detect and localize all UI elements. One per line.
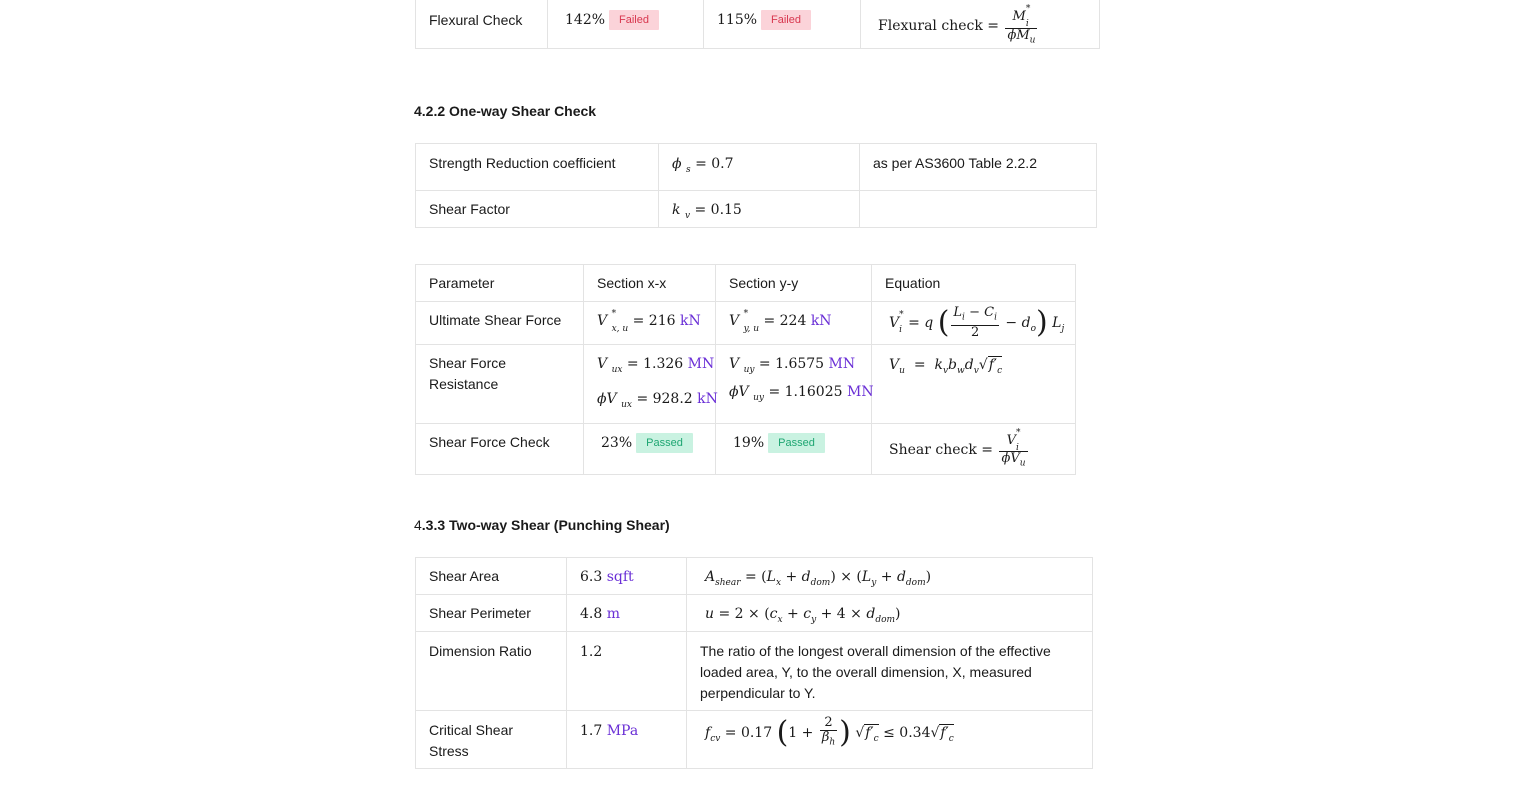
ultimate-equation: V* $_i$ = q ( $\frac{L_i - C_i}{2}$ − $d_o$) $L_j$ [872, 302, 1076, 345]
check-yy: 19% Passed [716, 423, 872, 474]
status-badge: Passed [768, 433, 825, 453]
column-header: Equation [872, 265, 1076, 302]
column-header: Section y-y [716, 265, 872, 302]
row-label: Critical Shear Stress [416, 711, 567, 769]
ultimate-yy: V * $_{y, u}$ = 224 kN [716, 302, 872, 345]
flexural-equation: Flexural check = M* $_i$ $\phi M_u$ [861, 0, 1100, 49]
flexural-check-label: Flexural Check [416, 0, 548, 49]
row-label: Shear Perimeter [416, 595, 567, 632]
resistance-yy: V $_{uy}$ = 1.6575 MN ϕV $_{uy}$ = 1.16025 MN [716, 345, 872, 424]
row-label: Ultimate Shear Force [416, 302, 584, 345]
check-equation: Shear check = V* $_i$ $\phi V_u$ [872, 423, 1076, 474]
param-note [860, 191, 1097, 228]
flexural-xx-cell [548, 0, 704, 49]
param-value: ϕ $_s$ = 0.7 [659, 144, 860, 191]
row-label: Shear Area [416, 558, 567, 595]
shear-perimeter-value: 4.8 m [567, 595, 687, 632]
one-way-shear-table [415, 264, 1076, 475]
flexural-table [415, 0, 1100, 49]
shear-area-value: 6.3 sqft [567, 558, 687, 595]
one-way-shear-heading: 4.2.2 One-way Shear Check [414, 103, 597, 119]
shear-perimeter-equation: $u = 2 \times (c_x + c_y + 4 \times d_{dom})$ [687, 595, 1093, 632]
status-badge: Failed [609, 10, 659, 30]
dimension-ratio-note: The ratio of the longest overall dimension of the effective loaded area, Y, to the overall dimension, X, measured perpendicular to Y. [687, 632, 1093, 711]
column-header: Section x-x [584, 265, 716, 302]
param-note: as per AS3600 Table 2.2.2 [860, 144, 1097, 191]
row-label: Shear Force Resistance [416, 345, 584, 424]
flexural-yy-cell [704, 0, 861, 49]
one-way-params-table [415, 143, 1097, 228]
param-label: Shear Factor [416, 191, 659, 228]
row-label: Dimension Ratio [416, 632, 567, 711]
two-way-shear-table [415, 557, 1093, 769]
resistance-equation: $V_u = k_vb_wd_v√f'_c$ [872, 345, 1076, 424]
resistance-xx: V $_{ux}$ = 1.326 MN ϕV $_{ux}$ = 928.2 kN [584, 345, 716, 424]
row-label: Shear Force Check [416, 423, 584, 474]
ultimate-xx: V * $_{x, u}$ = 216 kN [584, 302, 716, 345]
dimension-ratio-value: 1.2 [567, 632, 687, 711]
critical-shear-equation: $f_{cv} = 0.17$ (1 + $\frac{2}{\beta_h}$ ) $√f'_c \le 0.34√f'_c$ [687, 711, 1093, 769]
critical-shear-value: 1.7 MPa [567, 711, 687, 769]
status-badge: Failed [761, 10, 811, 30]
check-xx: 23% Passed [584, 423, 716, 474]
two-way-shear-heading: 4.3.3 Two-way Shear (Punching Shear) [414, 517, 670, 533]
status-badge: Passed [636, 433, 693, 453]
column-header: Parameter [416, 265, 584, 302]
shear-area-equation: $A_{shear} = (L_x + d_{dom}) \times (L_y + d_{dom})$ [687, 558, 1093, 595]
flexural-xx-value: 142% [565, 12, 606, 28]
param-label: Strength Reduction coefficient [416, 144, 659, 191]
param-value: k $_v$ = 0.15 [659, 191, 860, 228]
flexural-yy-value: 115% [717, 12, 758, 28]
